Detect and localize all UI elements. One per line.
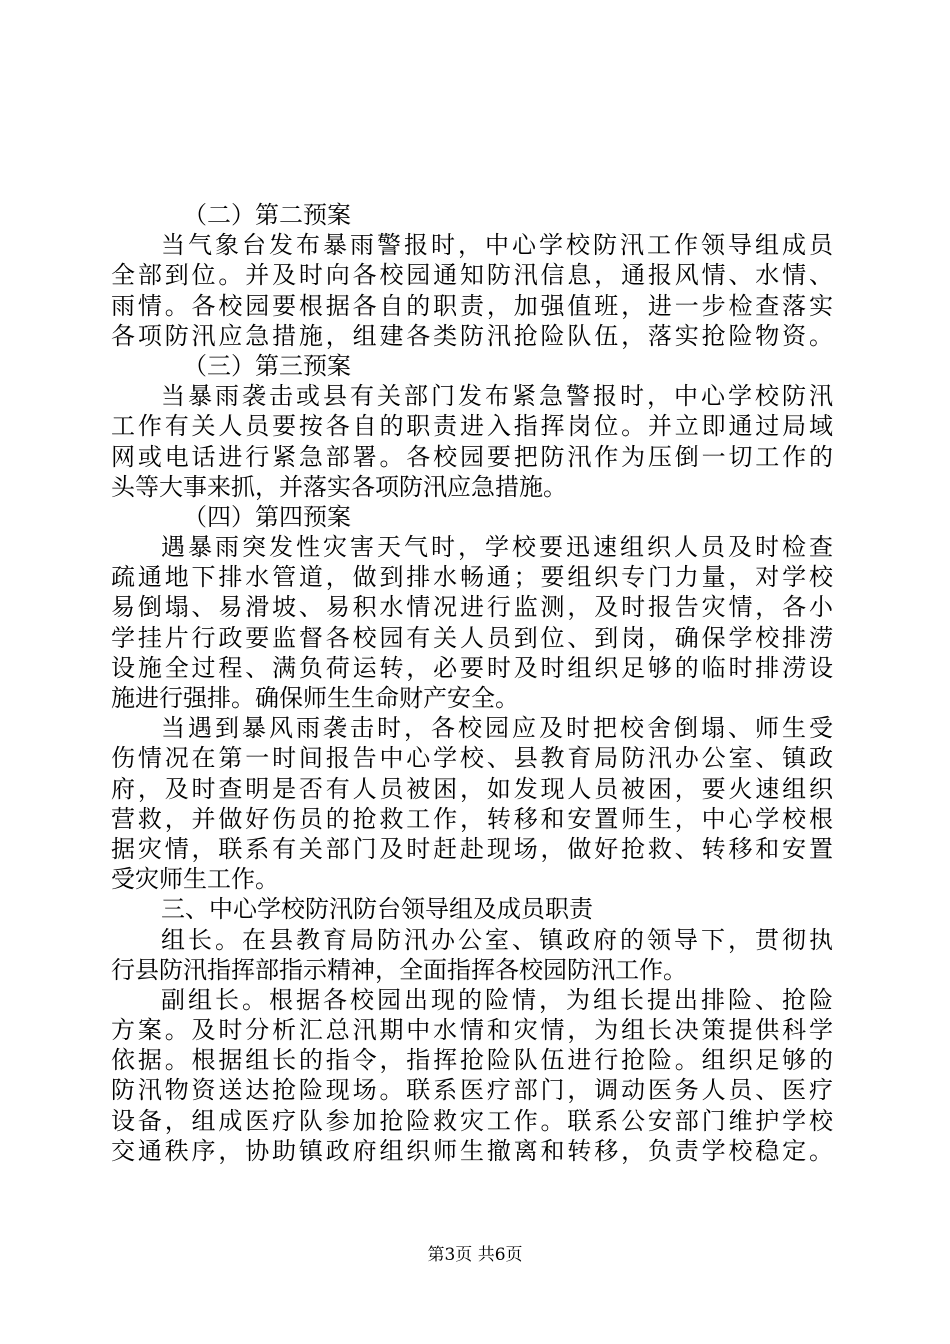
document-body	[111, 200, 833, 1166]
paragraph-line: 依据。根据组长的指令，指挥抢险队伍进行抢险。组织足够的	[111, 1046, 833, 1075]
subsection-heading: （二）第二预案	[183, 201, 351, 229]
paragraph-line: 雨情。各校园要根据各自的职责，加强值班，进一步检查落实	[111, 291, 833, 320]
paragraph-last-line: 受灾师生工作。	[111, 865, 279, 894]
paragraph-line: 交通秩序，协助镇政府组织师生撤离和转移，负责学校稳定。	[111, 1136, 833, 1165]
paragraph-first-line: 当气象台发布暴雨警报时，中心学校防汛工作领导组成员	[161, 231, 833, 260]
paragraph-line: 府，及时查明是否有人员被困，如发现人员被困，要火速组织	[111, 774, 833, 803]
paragraph-first-line: 副组长。根据各校园出现的险情，为组长提出排险、抢险	[161, 985, 833, 1014]
paragraph-line: 营救，并做好伤员的抢救工作，转移和安置师生，中心学校根	[111, 804, 833, 833]
paragraph-last-line: 行县防汛指挥部指示精神，全面指挥各校园防汛工作。	[111, 955, 687, 984]
paragraph-line: 学挂片行政要监督各校园有关人员到位、到岗，确保学校排涝	[111, 623, 833, 652]
paragraph-line: 据灾情，联系有关部门及时赶赴现场，做好抢救、转移和安置	[111, 834, 833, 863]
paragraph-line: 设备，组成医疗队参加抢险救灾工作。联系公安部门维护学校	[111, 1106, 833, 1135]
paragraph-line: 全部到位。并及时向各校园通知防汛信息，通报风情、水情、	[111, 261, 833, 290]
paragraph-line: 防汛物资送达抢险现场。联系医疗部门，调动医务人员、医疗	[111, 1076, 833, 1105]
subsection-heading: （三）第三预案	[183, 351, 351, 380]
paragraph-first-line: 组长。在县教育局防汛办公室、镇政府的领导下，贯彻执	[161, 925, 833, 954]
paragraph-last-line: 头等大事来抓，并落实各项防汛应急措施。	[111, 472, 567, 501]
paragraph-first-line: 遇暴雨突发性灾害天气时，学校要迅速组织人员及时检查	[161, 533, 833, 562]
paragraph-first-line: 当遇到暴风雨袭击时，各校园应及时把校舍倒塌、师生受	[161, 714, 833, 743]
paragraph-line: 疏通地下排水管道，做到排水畅通；要组织专门力量，对学校	[111, 563, 833, 592]
paragraph-line: 工作有关人员要按各自的职责进入指挥岗位。并立即通过局域	[111, 412, 833, 441]
paragraph-line: 易倒塌、易滑坡、易积水情况进行监测，及时报告灾情，各小	[111, 593, 833, 622]
section-heading: 三、中心学校防汛防台领导组及成员职责	[161, 895, 593, 924]
paragraph-line: 方案。及时分析汇总汛期中水情和灾情，为组长决策提供科学	[111, 1016, 833, 1045]
paragraph-line: 伤情况在第一时间报告中心学校、县教育局防汛办公室、镇政	[111, 744, 833, 773]
page-number: 第3页 共6页	[427, 1245, 523, 1265]
paragraph-line: 设施全过程、满负荷运转，必要时及时组织足够的临时排涝设	[111, 653, 833, 682]
paragraph-first-line: 当暴雨袭击或县有关部门发布紧急警报时，中心学校防汛	[161, 382, 833, 411]
paragraph-line: 网或电话进行紧急部署。各校园要把防汛作为压倒一切工作的	[111, 442, 833, 471]
subsection-heading: （四）第四预案	[183, 502, 351, 531]
paragraph-line: 各项防汛应急措施，组建各类防汛抢险队伍，落实抢险物资。	[111, 321, 833, 350]
paragraph-last-line: 施进行强排。确保师生生命财产安全。	[111, 684, 519, 712]
